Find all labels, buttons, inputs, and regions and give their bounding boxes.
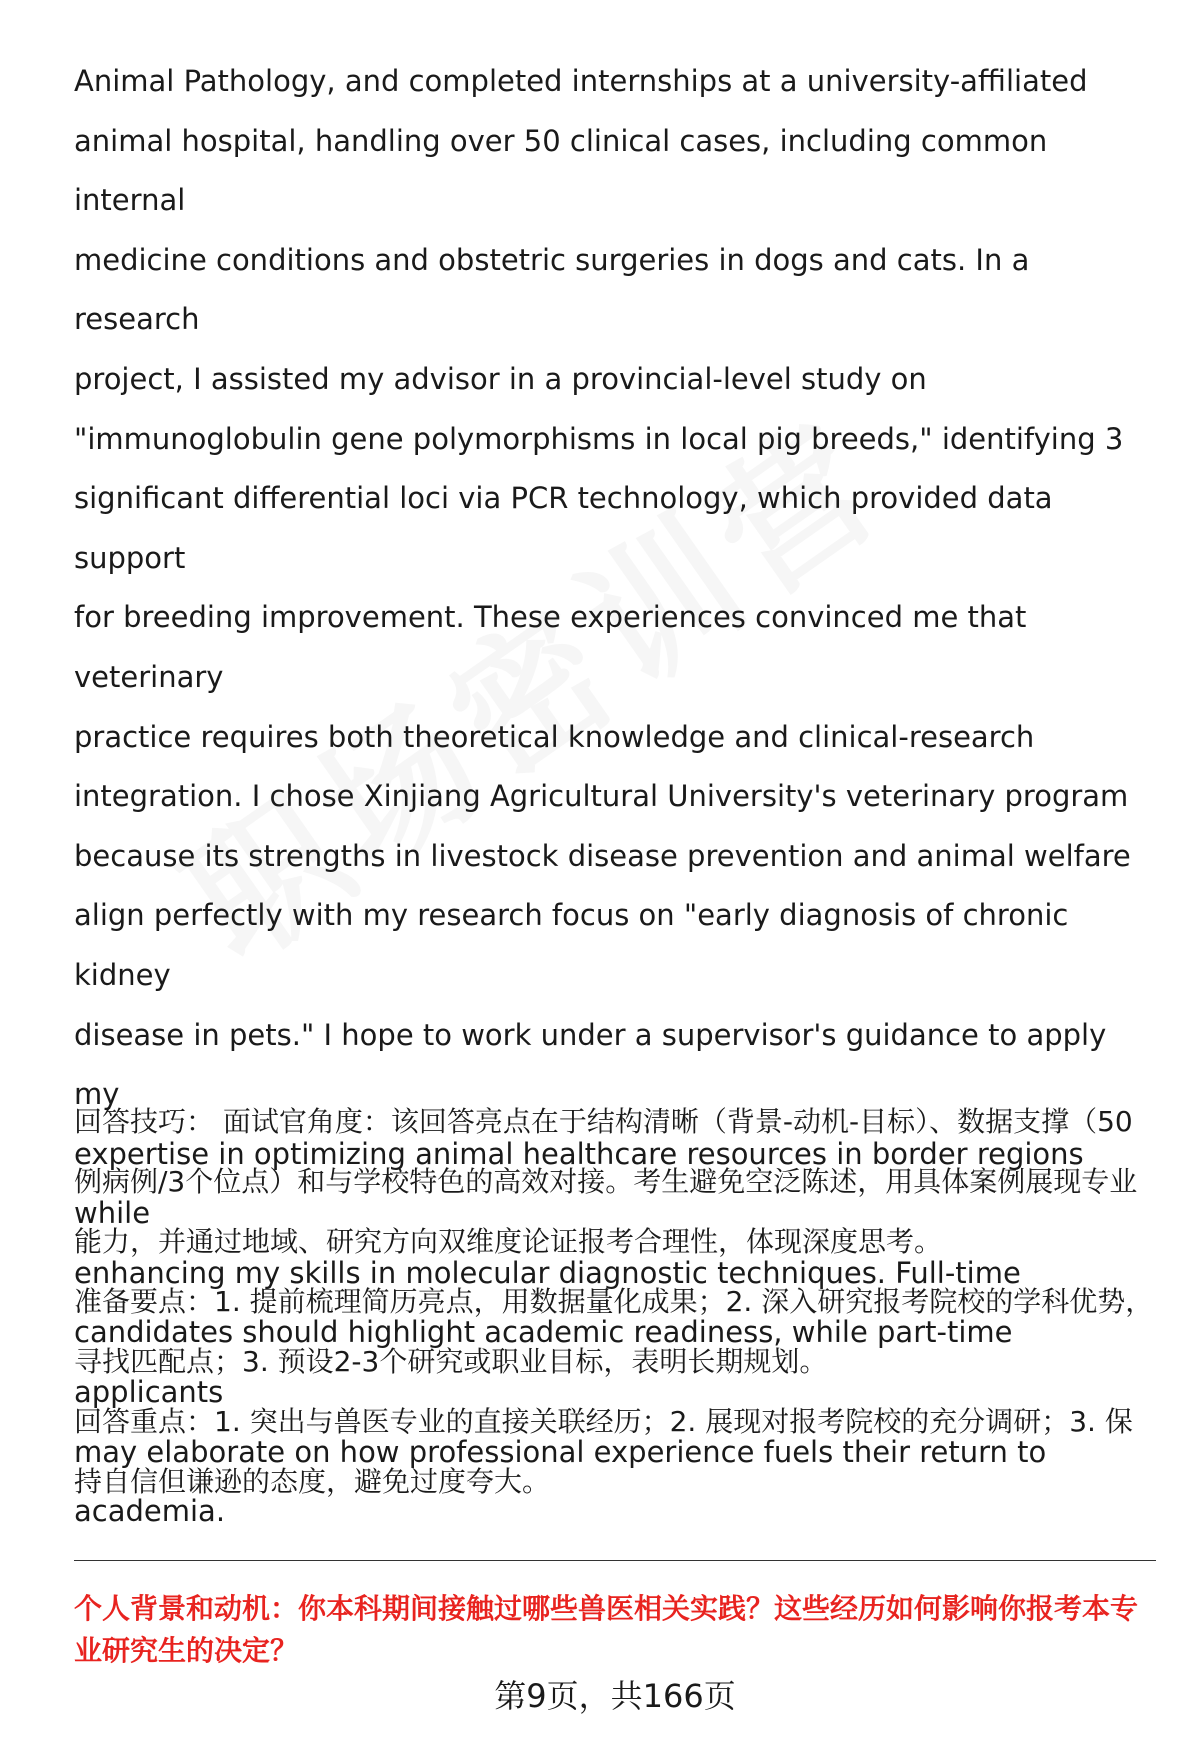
preparation-points-paragraph: 准备要点：1. 提前梳理简历亮点，用数据量化成果；2. 深入研究报考院校的学科优势，寻找匹配点；3. 预设2-3个研究或职业目标，表明长期规划。 bbox=[74, 1285, 1154, 1378]
page-number: 第9页，共166页 bbox=[494, 1677, 736, 1715]
key-points-paragraph: 回答重点：1. 突出与兽医专业的直接关联经历；2. 展现对报考院校的充分调研；3. 保持自信但谦逊的态度，避免过度夸大。 bbox=[74, 1405, 1133, 1498]
answer-body-text: Animal Pathology, and completed internships at a university-affiliated animal hospital, handling over 50 clinical cases, including common internal medicine conditions and obstetric surgeries in dogs and cats. In a research project, I assisted my advisor in a provincial-level study on "immunoglobulin gene polymorphisms in local pig breeds," identifying 3 significant differential loci via PCR technology, which provided data support for breeding improvement. These experiences convinced me that veterinary practice requires both theoretical knowledge and clinical-research integration. I chose Xinjiang Agricultural University's veterinary program because its strengths in livestock disease prevention and animal welfare align perfectly with my research focus on "early diagnosis of chronic kidney disease in pets." I hope to work under a supervisor's guidance to apply my expertise in optimizing animal healthcare resources in border regions while enhancing my skills in molecular diagnostic techniques. Full-time candidates should highlight academic readiness, while part-time applicants may elaborate on how professional experience fuels their return to academia. bbox=[74, 64, 1131, 1529]
answer-tips-section bbox=[74, 1092, 1159, 1512]
section-divider bbox=[74, 1560, 1156, 1561]
answer-tips-paragraph: 回答技巧： 面试官角度：该回答亮点在于结构清晰（背景-动机-目标）、数据支撑（50例病例/3个位点）和与学校特色的高效对接。考生避免空泛陈述，用具体案例展现专业能力，并通过地域、研究方向双维度论证报考合理性，体现深度思考。 bbox=[74, 1105, 1138, 1258]
next-question-heading: 个人背景和动机：你本科期间接触过哪些兽医相关实践？这些经历如何影响你报考本专业研究生的决定？ bbox=[74, 1592, 1139, 1667]
